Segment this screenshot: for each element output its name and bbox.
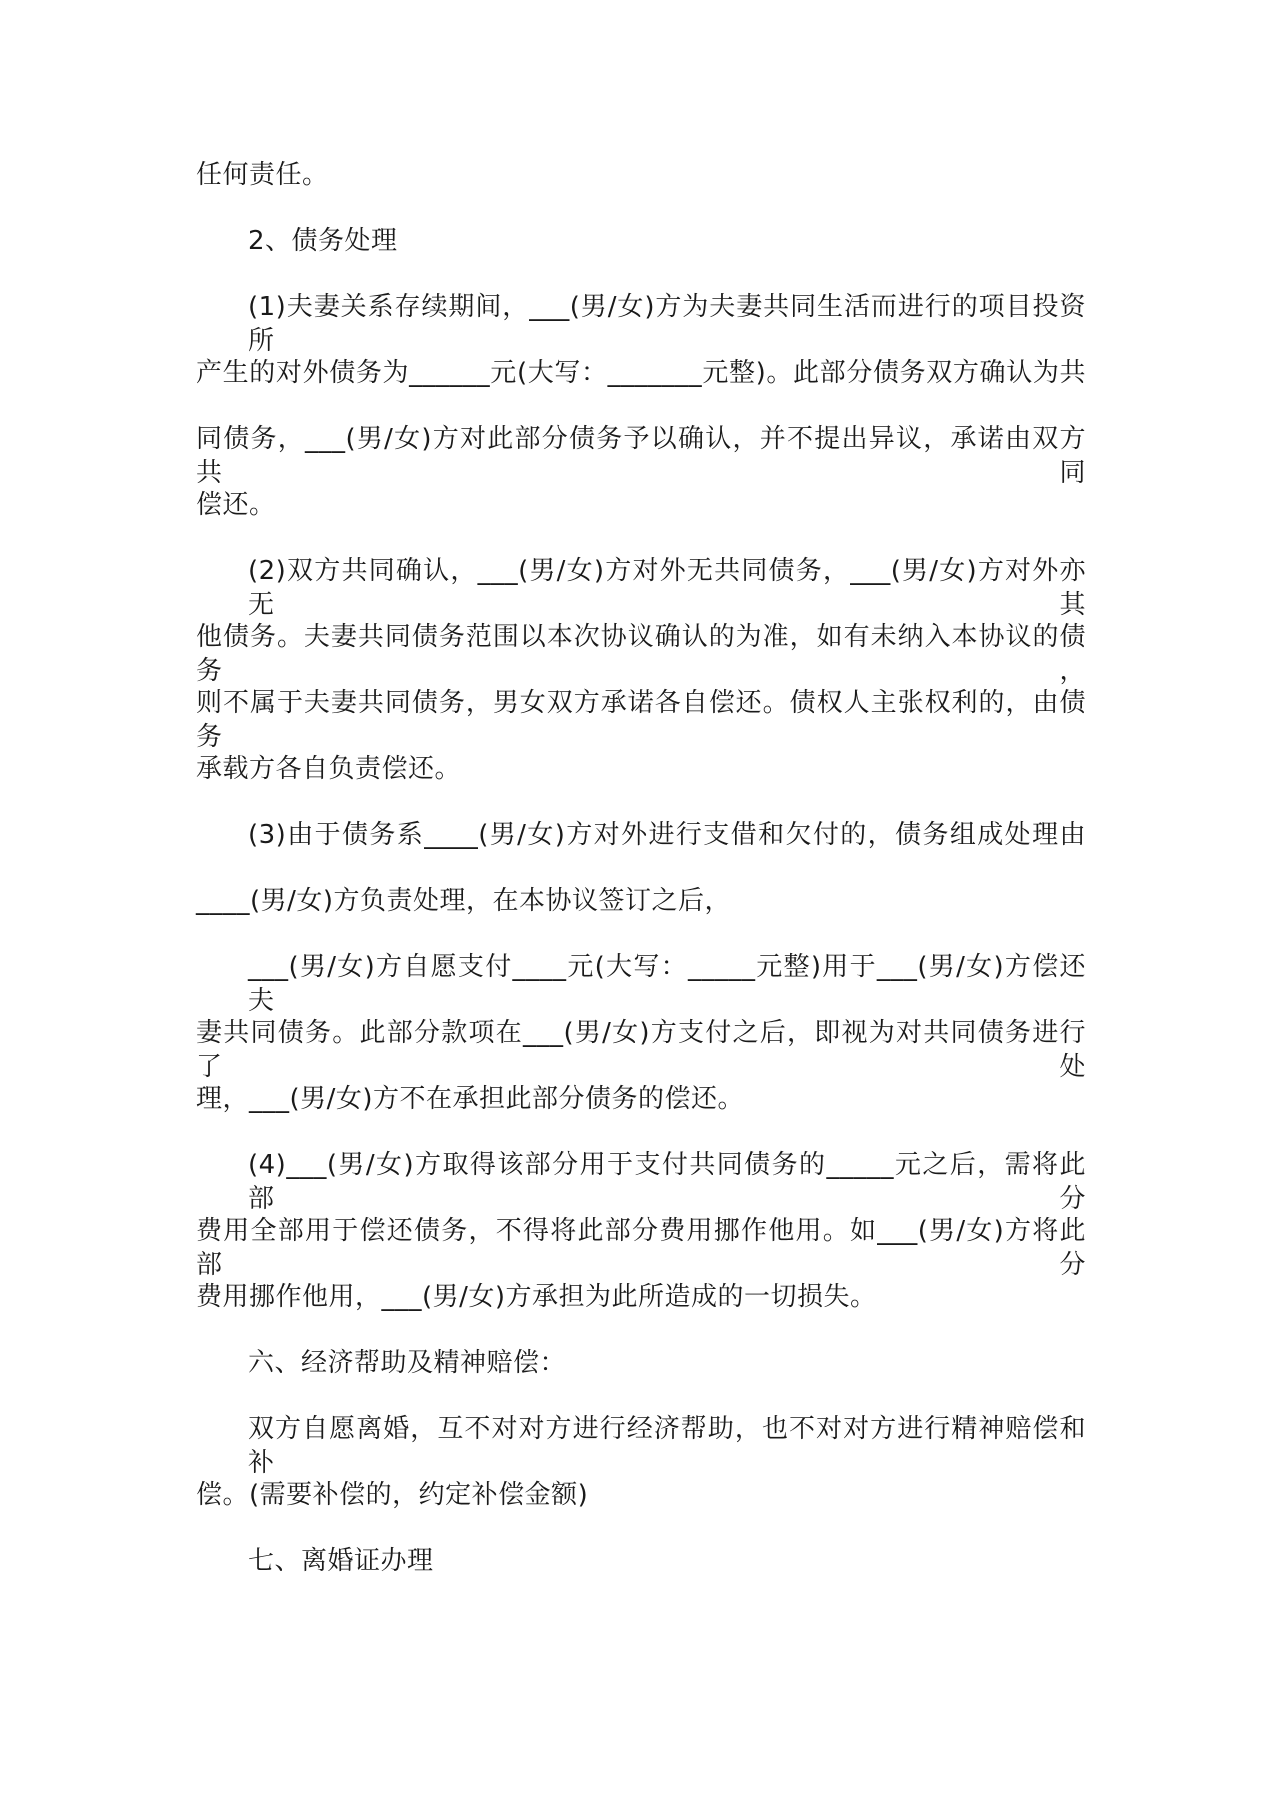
text-line-10: 承载方各自负责偿还。 — [196, 754, 462, 784]
text-line-13: ___(男/女)方自愿支付____元(大写：_____元整)用于___(男/女)方偿还夫 — [248, 952, 1086, 1016]
text-line-18: 费用挪作他用，___(男/女)方承担为此所造成的一切损失。 — [196, 1282, 877, 1312]
text-line-14: 妻共同债务。此部分款项在___(男/女)方支付之后，即视为对共同债务进行了处 — [196, 1018, 1086, 1082]
section-heading-certificate: 七、离婚证办理 — [248, 1546, 434, 1576]
text-line-9: 则不属于夫妻共同债务，男女双方承诺各自偿还。债权人主张权利的，由债务 — [196, 688, 1086, 752]
text-line-11: (3)由于债务系____(男/女)方对外进行支借和欠付的，债务组成处理由 — [248, 820, 1086, 850]
text-line-16: (4)___(男/女)方取得该部分用于支付共同债务的_____元之后，需将此部分 — [248, 1150, 1086, 1214]
text-line-7: (2)双方共同确认，___(男/女)方对外无共同债务，___(男/女)方对外亦无其 — [248, 556, 1086, 620]
text-line-20: 双方自愿离婚，互不对对方进行经济帮助，也不对对方进行精神赔偿和补 — [248, 1414, 1086, 1478]
text-line-17: 费用全部用于偿还债务，不得将此部分费用挪作他用。如___(男/女)方将此部分 — [196, 1216, 1086, 1280]
text-line-4: 产生的对外债务为______元(大写：_______元整)。此部分债务双方确认为共 — [196, 358, 1086, 388]
text-line-21: 偿。(需要补偿的，约定补偿金额) — [196, 1480, 589, 1510]
text-line-8: 他债务。夫妻共同债务范围以本次协议确认的为准，如有未纳入本协议的债务， — [196, 622, 1086, 686]
section-heading-debt: 2、债务处理 — [248, 226, 398, 256]
text-line-3: (1)夫妻关系存续期间，___(男/女)方为夫妻共同生活而进行的项目投资所 — [248, 292, 1086, 356]
text-line-5: 同债务，___(男/女)方对此部分债务予以确认，并不提出异议，承诺由双方共同 — [196, 424, 1086, 488]
text-line-1: 任何责任。 — [196, 160, 329, 190]
text-line-6: 偿还。 — [196, 490, 276, 520]
text-line-15: 理，___(男/女)方不在承担此部分债务的偿还。 — [196, 1084, 745, 1114]
text-line-12: ____(男/女)方负责处理，在本协议签订之后， — [196, 886, 732, 916]
section-heading-compensation: 六、经济帮助及精神赔偿： — [248, 1348, 567, 1378]
